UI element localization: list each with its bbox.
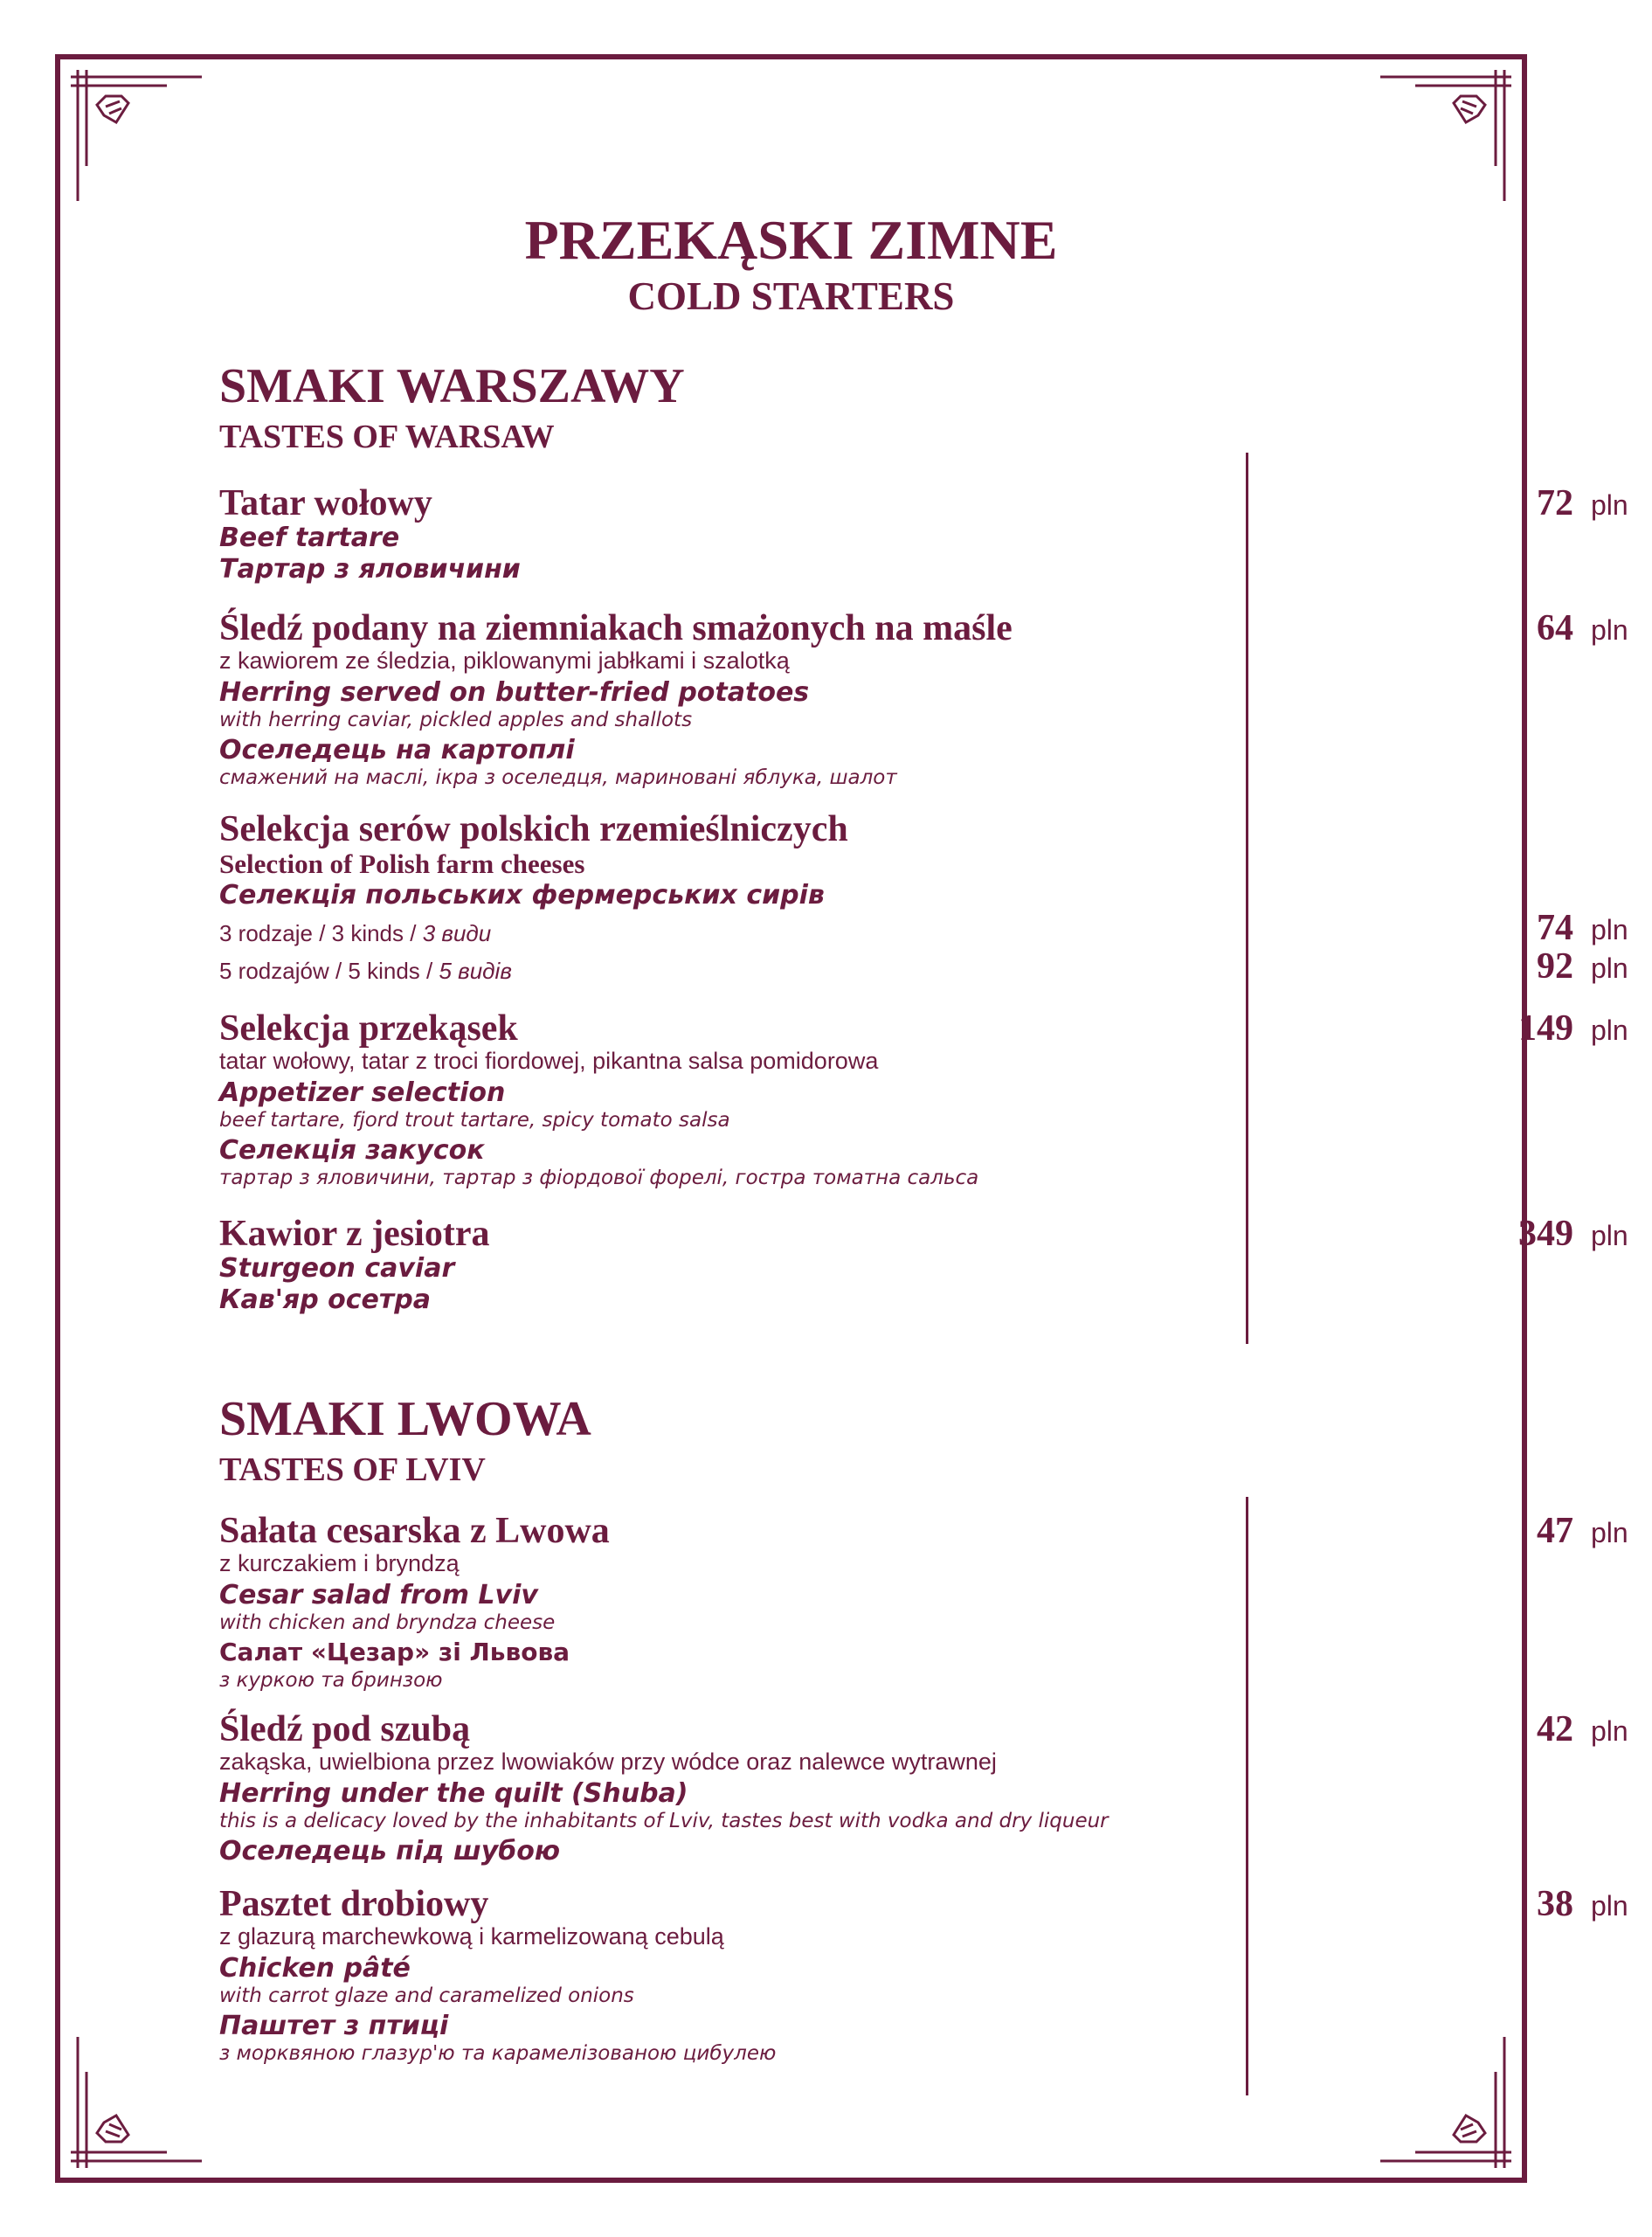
price-value: 47 xyxy=(1537,1511,1573,1551)
option-en: 3 kinds xyxy=(331,920,404,946)
item-name-ua: Оселедець на картоплі xyxy=(219,735,575,765)
item-desc-ua: з куркою та бринзою xyxy=(219,1669,443,1692)
price-currency: pln xyxy=(1591,614,1628,646)
item-name-ua: Тартар з яловичини xyxy=(219,554,521,585)
price-currency: pln xyxy=(1591,1220,1628,1251)
item-option: 5 rodzajów / 5 kinds / 5 видів xyxy=(219,958,512,984)
item-desc-pl: z kurczakiem i bryndzą xyxy=(219,1550,460,1576)
price-value: 42 xyxy=(1537,1709,1573,1749)
price-value: 149 xyxy=(1518,1008,1573,1049)
section-subtitle: TASTES OF LVIV xyxy=(219,1451,486,1488)
item-desc-en: beef tartare, fjord trout tartare, spicy tomato salsa xyxy=(219,1109,730,1132)
item-name-en: Sturgeon caviar xyxy=(219,1253,455,1284)
item-name-pl: Śledź podany na ziemniakach smażonych na maśle xyxy=(219,608,1013,648)
item-option: 3 rodzaje / 3 kinds / 3 види xyxy=(219,920,492,946)
divider-line xyxy=(1246,1497,1248,2095)
option-pl: 5 rodzajów xyxy=(219,958,329,984)
section-subtitle: TASTES OF WARSAW xyxy=(219,419,555,455)
item-desc-pl: zakąska, uwielbiona przez lwowiaków przy wódce oraz nalewce wytrawnej xyxy=(219,1749,997,1775)
option-pl: 3 rodzaje xyxy=(219,920,313,946)
item-name-en: Cesar salad from Lviv xyxy=(219,1580,538,1610)
item-name-ua: Кав'яр осетра xyxy=(219,1285,431,1315)
price-currency: pln xyxy=(1591,1015,1628,1046)
item-name-en: Beef tartare xyxy=(219,523,400,553)
price-currency: pln xyxy=(1591,914,1628,945)
price-value: 64 xyxy=(1537,608,1573,648)
item-name-en: Herring under the quilt (Shuba) xyxy=(219,1778,688,1809)
price-currency: pln xyxy=(1591,1715,1628,1747)
price-value: 74 xyxy=(1537,908,1573,948)
item-desc-en: this is a delicacy loved by the inhabitants of Lviv, tastes best with vodka and dry liqueur xyxy=(219,1810,1109,1832)
price-currency: pln xyxy=(1591,1517,1628,1548)
item-desc-pl: z kawiorem ze śledzia, piklowanymi jabłkami i szalotką xyxy=(219,648,790,674)
item-desc-en: with herring caviar, pickled apples and shallots xyxy=(219,709,693,731)
option-ua: 3 види xyxy=(422,920,492,946)
section-title: SMAKI WARSZAWY xyxy=(219,359,685,413)
price-value: 92 xyxy=(1537,946,1573,987)
option-ua: 5 видів xyxy=(439,958,512,984)
item-name-pl: Kawior z jesiotra xyxy=(219,1214,490,1254)
item-name-en: Herring served on butter-fried potatoes xyxy=(219,677,810,708)
item-name-pl: Śledź pod szubą xyxy=(219,1709,471,1749)
price-value: 349 xyxy=(1518,1214,1573,1254)
price-value: 38 xyxy=(1537,1884,1573,1924)
page-title: PRZEKĄSKI ZIMNE xyxy=(524,209,1058,271)
item-name-ua: Селекція закусок xyxy=(219,1135,485,1166)
item-desc-en: with carrot glaze and caramelized onions xyxy=(219,1984,634,2007)
item-desc-ua: з морквяною глазур'ю та карамелізованою цибулею xyxy=(219,2042,777,2065)
corner-ornament-top-right xyxy=(1380,70,1511,201)
item-name-pl: Selekcja przekąsek xyxy=(219,1008,518,1049)
item-name-en: Selection of Polish farm cheeses xyxy=(219,848,585,879)
item-name-pl: Tatar wołowy xyxy=(219,483,432,523)
item-desc-pl: z glazurą marchewkową i karmelizowaną cebulą xyxy=(219,1923,724,1950)
item-name-pl: Pasztet drobiowy xyxy=(219,1884,489,1924)
item-name-pl: Selekcja serów polskich rzemieślniczych xyxy=(219,809,848,849)
divider-line xyxy=(1246,453,1248,1344)
price-value: 72 xyxy=(1537,483,1573,523)
item-desc-en: with chicken and bryndza cheese xyxy=(219,1611,556,1634)
item-name-ua: Селекція польських фермерських сирів xyxy=(219,880,825,911)
price-currency: pln xyxy=(1591,489,1628,521)
item-desc-ua: тартар з яловичини, тартар з фіордової форелі, гостра томатна сальса xyxy=(219,1167,979,1189)
corner-ornament-bottom-right xyxy=(1380,2037,1511,2168)
item-name-en: Chicken pâté xyxy=(219,1953,411,1984)
page-subtitle: COLD STARTERS xyxy=(627,274,955,318)
price-currency: pln xyxy=(1591,952,1628,984)
corner-ornament-top-left xyxy=(71,70,202,201)
item-name-ua: Салат «Цезар» зі Львова xyxy=(219,1638,570,1666)
item-desc-ua: смажений на маслі, ікра з оселедця, мариновані яблука, шалот xyxy=(219,766,897,789)
item-name-ua: Оселедець під шубою xyxy=(219,1836,560,1866)
corner-ornament-bottom-left xyxy=(71,2037,202,2168)
item-name-en: Appetizer selection xyxy=(219,1077,506,1108)
item-desc-pl: tatar wołowy, tatar z troci fiordowej, pikantna salsa pomidorowa xyxy=(219,1048,879,1074)
option-en: 5 kinds xyxy=(348,958,420,984)
item-name-ua: Паштет з птиці xyxy=(219,2011,449,2041)
item-name-pl: Sałata cesarska z Lwowa xyxy=(219,1511,610,1551)
price-currency: pln xyxy=(1591,1890,1628,1922)
section-title: SMAKI LWOWA xyxy=(219,1392,591,1446)
